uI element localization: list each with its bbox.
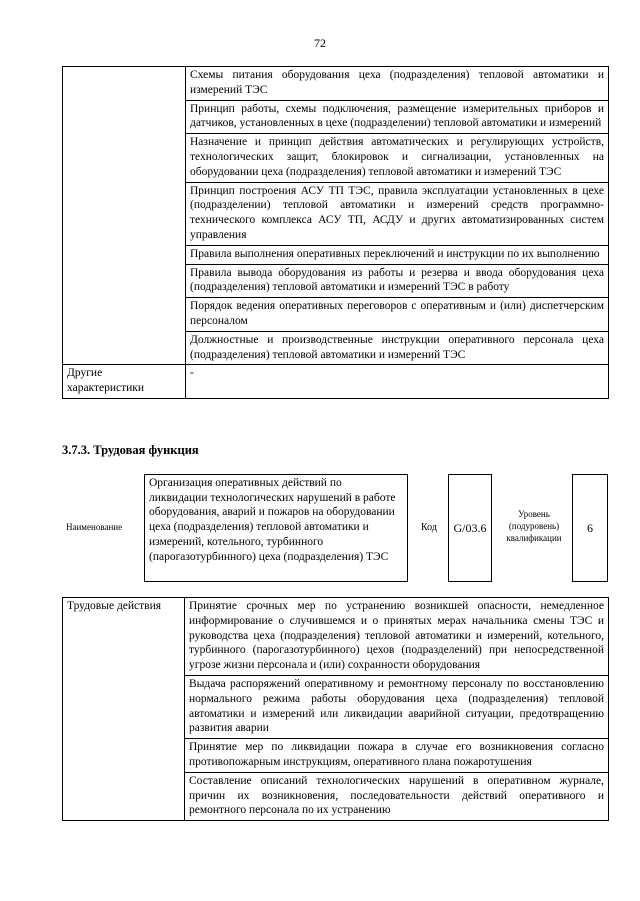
table-cell: Принятие срочных мер по устранению возникшей опасности, немедленное информирование о случившемся и о принятых мерах начальника смены ТЭС и руководства цеха (подразделения) тепловой автоматики и измерений, котельного, турбинного (парогазотурбинного) цехов (подразделений) при непосредственной угрозе жизни персонала и (или) сохранности оборудования — [185, 598, 609, 676]
table-cell: Должностные и производственные инструкции оперативного персонала цеха (подразделения) тепловой автоматики и измерений ТЭС — [186, 331, 609, 365]
page-number: 72 — [314, 36, 326, 50]
function-name: Организация оперативных действий по ликвидации технологических нарушений в работе оборудования, аварий и пожаров на оборудовании цеха (подразделения) тепловой автоматики и измерений, котельного, турбинного (парогазотурбинного) цеха (подразделения) ТЭС — [144, 474, 408, 582]
qualification-level-value: 6 — [572, 474, 608, 582]
labor-actions-label: Трудовые действия — [63, 598, 185, 821]
table-row — [63, 598, 609, 676]
code-label: Код — [421, 522, 437, 533]
table-cell: Составление описаний технологических нарушений в оперативном журнале, причин их возникновения, последовательности действий оперативного и ремонтного персонала по их устранению — [185, 772, 609, 820]
table-cell-empty — [63, 67, 186, 365]
qualification-level-label: Уровень (подуровень) квалификации — [506, 509, 562, 543]
table-row — [63, 67, 609, 101]
name-label: Наименование — [66, 522, 123, 532]
knowledge-table — [62, 66, 609, 399]
table-row-other — [63, 365, 609, 399]
table-cell: Правила вывода оборудования из работы и резерва и ввода оборудования цеха (подразделения) тепловой автоматики и измерений ТЭС в работу — [186, 264, 609, 298]
table-cell: Правила выполнения оперативных переключений и инструкции по их выполнению — [186, 245, 609, 264]
table-cell: Принцип построения АСУ ТП ТЭС, правила эксплуатации установленных в цехе (подразделении) тепловой автоматики и измерений средств программно-технического комплекса АСУ ТП, АСДУ и других автоматизированных систем управления — [186, 182, 609, 245]
table-cell: Принцип работы, схемы подключения, размещение измерительных приборов и датчиков, установленных в цехе (подразделении) тепловой автоматики и измерений — [186, 100, 609, 134]
table-cell: Назначение и принцип действия автоматических и регулирующих устройств, технологических защит, блокировок и сигнализации, установленных на оборудовании цеха (подразделения) тепловой автоматики и измерений ТЭС — [186, 134, 609, 182]
table-cell: Принятие мер по ликвидации пожара в случае его возникновения согласно противопожарным инструкциям, оперативного плана пожаротушения — [185, 739, 609, 773]
table-cell: Порядок ведения оперативных переговоров с оперативным и (или) диспетчерским персоналом — [186, 298, 609, 332]
section-heading: 3.7.3. Трудовая функция — [62, 443, 199, 457]
code-value: G/03.6 — [448, 474, 492, 582]
table-cell: Выдача распоряжений оперативному и ремонтному персоналу по восстановлению нормального режима работы оборудования цеха (подразделения) тепловой автоматики и измерений или ликвидации аварийной ситуации, предотвращению развития аварии — [185, 675, 609, 738]
table-cell: Схемы питания оборудования цеха (подразделения) тепловой автоматики и измерений ТЭС — [186, 67, 609, 101]
labor-actions-table — [62, 597, 609, 821]
other-characteristics-label: Другие характеристики — [63, 365, 186, 399]
other-characteristics-value: - — [186, 365, 609, 399]
